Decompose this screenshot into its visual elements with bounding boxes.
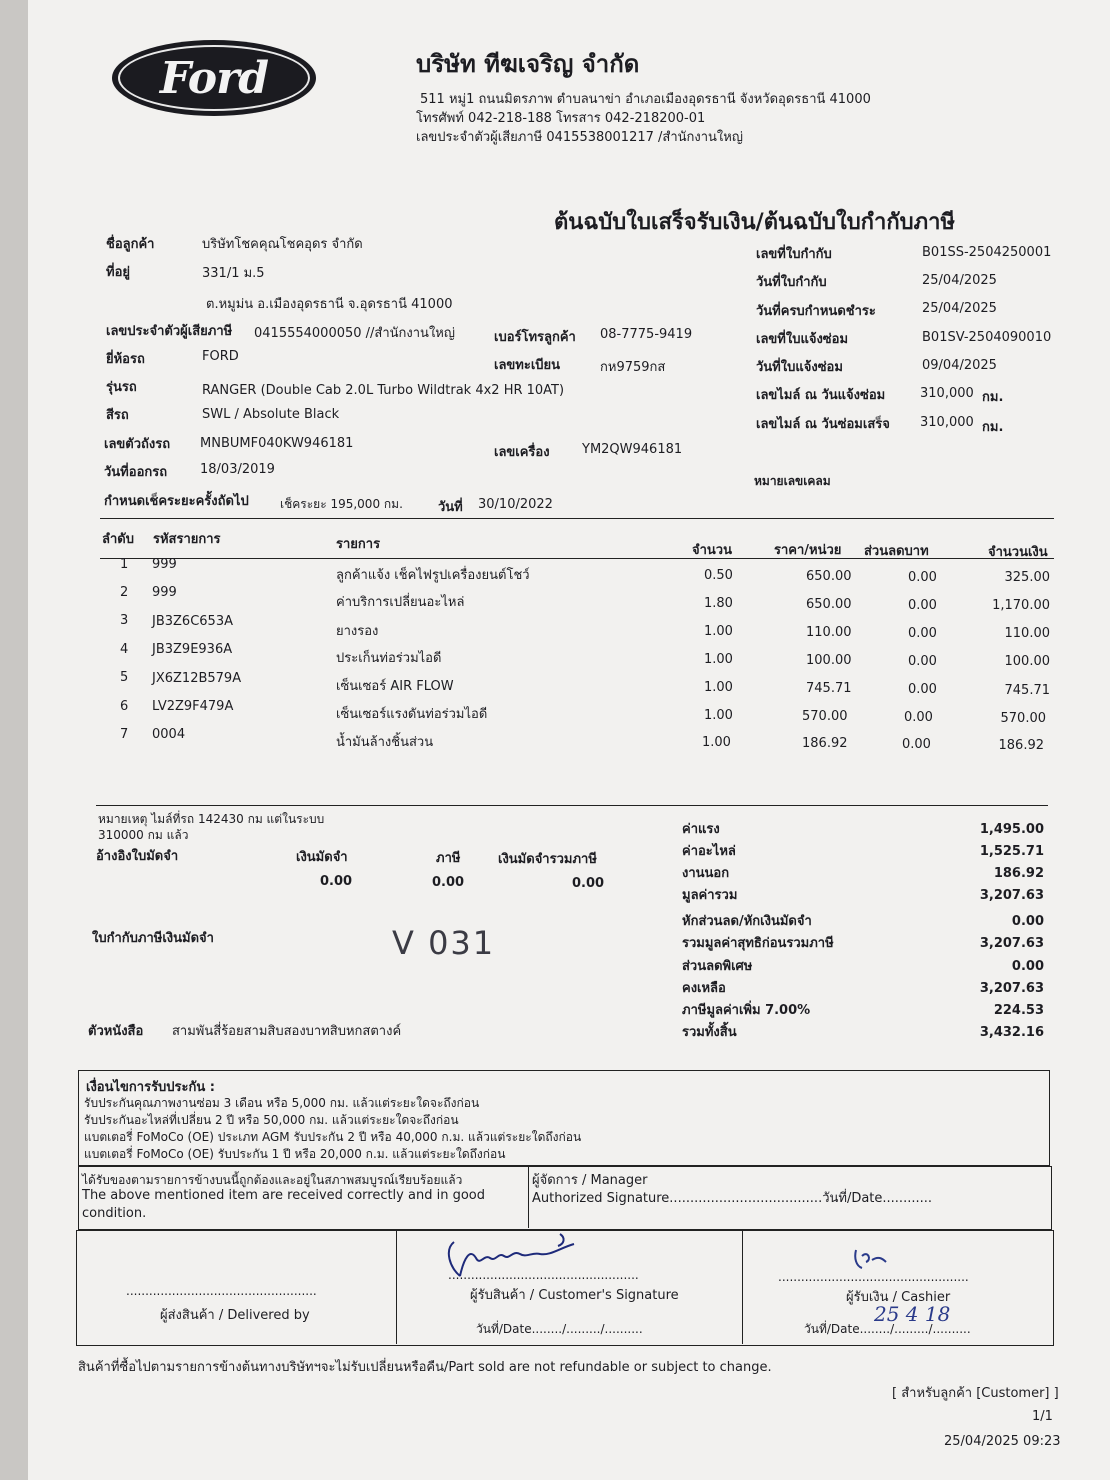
row-5-no: 5	[120, 670, 129, 685]
car-brand: FORD	[202, 349, 239, 364]
amount-in-words-label: ตัวหนังสือ	[88, 1024, 144, 1039]
row-3-amount: 110.00	[1004, 626, 1050, 641]
claim-no-label: หมายเลขเคลม	[754, 474, 831, 488]
issue-date-label: วันที่ออกรถ	[104, 465, 168, 480]
row-5-qty: 1.00	[704, 680, 733, 695]
authorized-signature: Authorized Signature.....................................วันที่/Date............	[532, 1191, 932, 1206]
customer-tax-label: เลขประจำตัวผู้เสียภาษี	[106, 324, 233, 339]
cashier-dots: ..................................................	[778, 1270, 969, 1284]
row-3-no: 3	[120, 613, 129, 628]
table-top-rule	[100, 518, 1054, 519]
handwritten-note: V 031	[392, 924, 496, 962]
customer-signature	[440, 1228, 590, 1284]
deposit-tax-head: ภาษี	[436, 851, 461, 866]
customer-name: บริษัทโชคคุณโชคอุดร จำกัด	[202, 237, 363, 252]
total-value: 0.00	[1011, 959, 1044, 974]
deposit-value: 0.00	[320, 874, 353, 889]
repair-no-label: เลขที่ใบแจ้งซ่อม	[756, 332, 849, 347]
total-value: 3,207.63	[979, 936, 1044, 951]
chassis-label: เลขตัวถังรถ	[104, 437, 171, 452]
cashier-signature	[850, 1246, 894, 1272]
total-label: ส่วนลดพิเศษ	[682, 959, 753, 974]
customer-dots: ..................................................	[448, 1268, 639, 1282]
total-label: รวมมูลค่าสุทธิก่อนรวมภาษี	[682, 936, 834, 951]
row-4-price: 100.00	[806, 653, 852, 668]
total-label: รวมทั้งสิ้น	[682, 1025, 737, 1040]
row-3-desc: ยางรอง	[336, 624, 379, 639]
row-6-qty: 1.00	[704, 708, 733, 723]
customer-signature-label: ผู้รับสินค้า / Customer's Signature	[470, 1288, 679, 1303]
row-5-desc: เซ็นเซอร์ AIR FLOW	[336, 679, 454, 694]
row-6-desc: เซ็นเซอร์แรงดันท่อร่วมไอดี	[336, 707, 488, 722]
invoice-date-label: วันที่ใบกำกับ	[756, 275, 827, 290]
total-value: 186.92	[993, 866, 1044, 881]
mileage-out-unit: กม.	[982, 420, 1004, 435]
row-1-code: 999	[152, 557, 177, 572]
total-value: 224.53	[993, 1003, 1044, 1018]
remark-line-2: 310000 กม แล้ว	[98, 828, 189, 842]
car-model-label: รุ่นรถ	[106, 380, 137, 395]
row-3-price: 110.00	[806, 625, 852, 640]
repair-no: B01SV-2504090010	[922, 330, 1052, 345]
row-1-qty: 0.50	[704, 568, 733, 583]
warranty-line-3: แบตเตอรี่ FoMoCo (OE) ประเภท AGM รับประกัน 2 ปี หรือ 40,000 ก.ม. แล้วแต่ระยะใดถึงก่อน	[84, 1130, 582, 1144]
row-2-code: 999	[152, 585, 177, 600]
th-discount: ส่วนลดบาท	[864, 544, 929, 559]
next-service-label: กำหนดเช็คระยะครั้งถัดไป	[104, 494, 249, 509]
delivered-by-label: ผู้ส่งสินค้า / Delivered by	[160, 1308, 310, 1323]
customer-address-1: 331/1 ม.5	[202, 266, 265, 281]
warranty-title: เงื่อนไขการรับประกัน :	[86, 1080, 215, 1095]
total-label: ภาษีมูลค่าเพิ่ม 7.00%	[682, 1003, 811, 1018]
customer-name-label: ชื่อลูกค้า	[106, 237, 155, 252]
company-name: บริษัท ทีฆเจริญ จำกัด	[416, 50, 640, 78]
amount-in-words: สามพันสี่ร้อยสามสิบสองบาทสิบหกสตางค์	[172, 1024, 402, 1039]
next-service-date: 30/10/2022	[478, 497, 553, 512]
invoice-no: B01SS-2504250001	[922, 245, 1052, 260]
row-3-code: JB3Z6C653A	[152, 614, 233, 629]
customer-phone-label: เบอร์โทรลูกค้า	[494, 330, 576, 345]
cashier-label: ผู้รับเงิน / Cashier	[846, 1290, 951, 1305]
row-7-price: 186.92	[802, 736, 848, 751]
row-2-desc: ค่าบริการเปลี่ยนอะไหล่	[336, 595, 465, 610]
deposit-head: เงินมัดจำ	[296, 850, 348, 865]
customer-address-2: ต.หมูม่น อ.เมืองอุดรธานี จ.อุดรธานี 41000	[206, 297, 453, 312]
car-brand-label: ยี่ห้อรถ	[106, 352, 145, 367]
ford-logo: Ford	[112, 40, 316, 116]
manager-label: ผู้จัดการ / Manager	[532, 1173, 648, 1188]
company-address: 511 หมู่1 ถนนมิตรภาพ ตำบลนาข่า อำเภอเมืองอุดรธานี จังหวัดอุดรธานี 41000	[420, 92, 871, 107]
total-value: 0.00	[1011, 914, 1044, 929]
row-4-desc: ประเก็นท่อร่วมไอดี	[336, 651, 442, 666]
total-value: 1,525.71	[979, 844, 1044, 859]
receipt-line-1: ได้รับของตามรายการข้างบนนี้ถูกต้องและอยู่ในสภาพสมบูรณ์เรียบร้อยแล้ว	[82, 1173, 463, 1187]
total-value: 3,207.63	[979, 981, 1044, 996]
row-6-no: 6	[120, 699, 129, 714]
due-date: 25/04/2025	[922, 301, 997, 316]
row-5-amount: 745.71	[1004, 683, 1050, 698]
plate-number: กห9759กส	[600, 360, 666, 375]
engine-number: YM2QW946181	[582, 442, 683, 457]
row-1-price: 650.00	[806, 569, 852, 584]
total-label: หักส่วนลด/หักเงินมัดจำ	[682, 914, 812, 929]
row-1-no: 1	[120, 557, 129, 572]
customer-copy-label: [ สำหรับลูกค้า [Customer] ]	[892, 1386, 1059, 1401]
row-7-amount: 186.92	[998, 738, 1044, 753]
receipt-divider	[528, 1166, 529, 1228]
print-timestamp: 25/04/2025 09:23	[944, 1434, 1061, 1449]
row-4-qty: 1.00	[704, 652, 733, 667]
chassis-number: MNBUMF040KW946181	[200, 436, 354, 451]
mileage-out: 310,000	[920, 415, 974, 430]
customer-phone: 08-7775-9419	[600, 327, 693, 342]
deposit-total-head: เงินมัดจำรวมภาษี	[498, 852, 597, 867]
customer-address-label: ที่อยู่	[106, 265, 130, 280]
row-2-price: 650.00	[806, 597, 852, 612]
signature-divider-1	[396, 1230, 397, 1344]
row-7-desc: น้ำมันล้างชิ้นส่วน	[336, 735, 434, 750]
row-7-code: 0004	[152, 727, 186, 742]
row-1-desc: ลูกค้าแจ้ง เช็คไฟรูปเครื่องยนต์โชว์	[336, 568, 530, 583]
th-amount: จำนวนเงิน	[988, 545, 1048, 560]
total-value: 3,207.63	[979, 888, 1044, 903]
row-3-qty: 1.00	[704, 624, 733, 639]
row-5-code: JX6Z12B579A	[152, 671, 242, 686]
table-bottom-rule	[96, 805, 1048, 806]
total-label: งานนอก	[682, 866, 730, 881]
total-value: 3,432.16	[979, 1025, 1044, 1040]
row-5-discount: 0.00	[908, 682, 937, 697]
mileage-in-label: เลขไมล์ ณ วันแจ้งซ่อม	[756, 388, 886, 403]
row-5-price: 745.71	[806, 681, 852, 696]
company-phone: โทรศัพท์ 042-218-188 โทรสาร 042-218200-01	[416, 111, 706, 126]
total-label: ค่าอะไหล่	[682, 844, 736, 859]
row-2-qty: 1.80	[704, 596, 733, 611]
th-code: รหัสรายการ	[153, 532, 221, 547]
mileage-in-unit: กม.	[982, 390, 1004, 405]
mileage-out-label: เลขไมล์ ณ วันซ่อมเสร็จ	[756, 417, 890, 432]
receipt-line-2: The above mentioned item are received correctly and in good	[82, 1188, 485, 1203]
th-no: ลำดับ	[102, 532, 134, 547]
row-4-discount: 0.00	[908, 654, 937, 669]
total-value: 1,495.00	[979, 822, 1044, 837]
warranty-line-1: รับประกันคุณภาพงานซ่อม 3 เดือน หรือ 5,000 กม. แล้วแต่ระยะใดจะถึงก่อน	[84, 1096, 480, 1110]
invoice-date: 25/04/2025	[922, 273, 997, 288]
deposit-ref-label: อ้างอิงใบมัดจำ	[96, 849, 179, 864]
warranty-line-2: รับประกันอะไหล่ที่เปลี่ยน 2 ปี หรือ 50,000 กม. แล้วแต่ระยะใดจะถึงก่อน	[84, 1113, 459, 1127]
cashier-date: วันที่/Date......../........./..........	[804, 1322, 971, 1336]
mileage-in: 310,000	[920, 386, 974, 401]
row-6-amount: 570.00	[1000, 711, 1046, 726]
car-color: SWL / Absolute Black	[202, 407, 340, 422]
signature-divider-2	[742, 1230, 743, 1344]
row-2-discount: 0.00	[908, 598, 937, 613]
next-service-date-label: วันที่	[438, 500, 463, 515]
footer-note: สินค้าที่ซื้อไปตามรายการข้างต้นทางบริษัทฯจะไม่รับเปลี่ยนหรือคืน/Part sold are not refundable or subject to change.	[78, 1360, 772, 1375]
row-6-code: LV2Z9F479A	[152, 699, 234, 714]
total-label: ค่าแรง	[682, 822, 720, 837]
issue-date: 18/03/2019	[200, 462, 275, 477]
delivered-dots: ..................................................	[126, 1284, 317, 1298]
plate-label: เลขทะเบียน	[494, 358, 561, 373]
row-3-discount: 0.00	[908, 626, 937, 641]
next-service: เช็คระยะ 195,000 กม.	[280, 497, 403, 511]
customer-tax-id: 0415554000050 //สำนักงานใหญ่	[254, 326, 455, 341]
deposit-tax-invoice-label: ใบกำกับภาษีเงินมัดจำ	[92, 931, 214, 946]
repair-date: 09/04/2025	[922, 358, 997, 373]
receipt-line-3: condition.	[82, 1206, 147, 1221]
row-6-price: 570.00	[802, 709, 848, 724]
row-7-discount: 0.00	[902, 737, 931, 752]
company-tax-id: เลขประจำตัวผู้เสียภาษี 0415538001217 /สำนักงานใหญ่	[416, 130, 743, 145]
invoice-no-label: เลขที่ใบกำกับ	[756, 247, 832, 262]
deposit-tax-value: 0.00	[432, 875, 465, 890]
row-2-no: 2	[120, 585, 129, 600]
repair-date-label: วันที่ใบแจ้งซ่อม	[756, 360, 843, 375]
row-1-discount: 0.00	[908, 570, 937, 585]
engine-label: เลขเครื่อง	[494, 445, 550, 460]
warranty-line-4: แบตเตอรี่ FoMoCo (OE) รับประกัน 1 ปี หรือ 20,000 ก.ม. แล้วแต่ระยะใดถึงก่อน	[84, 1147, 506, 1161]
page-number: 1/1	[1032, 1409, 1053, 1424]
document-title: ต้นฉบับใบเสร็จรับเงิน/ต้นฉบับใบกำกับภาษี	[554, 210, 955, 235]
row-4-code: JB3Z9E936A	[152, 642, 233, 657]
row-7-no: 7	[120, 727, 129, 742]
row-1-amount: 325.00	[1004, 570, 1050, 585]
cashier-handwritten-date: 25 4 18	[874, 1302, 951, 1326]
total-label: คงเหลือ	[682, 981, 726, 996]
row-7-qty: 1.00	[702, 735, 731, 750]
row-4-no: 4	[120, 642, 129, 657]
car-color-label: สีรถ	[106, 408, 129, 423]
th-desc: รายการ	[336, 537, 381, 552]
customer-date: วันที่/Date......../........./..........	[476, 1322, 643, 1336]
th-qty: จำนวน	[692, 543, 732, 558]
car-model: RANGER (Double Cab 2.0L Turbo Wildtrak 4x2 HR 10AT)	[202, 383, 565, 398]
total-label: มูลค่ารวม	[682, 888, 738, 903]
row-6-discount: 0.00	[904, 710, 933, 725]
due-date-label: วันที่ครบกำหนดชำระ	[756, 304, 876, 319]
row-4-amount: 100.00	[1004, 654, 1050, 669]
th-unit-price: ราคา/หน่วย	[774, 543, 842, 558]
remark-line-1: หมายเหตุ ไมล์ที่รถ 142430 กม แต่ในระบบ	[98, 812, 325, 826]
deposit-total-value: 0.00	[572, 876, 605, 891]
row-2-amount: 1,170.00	[992, 598, 1050, 613]
